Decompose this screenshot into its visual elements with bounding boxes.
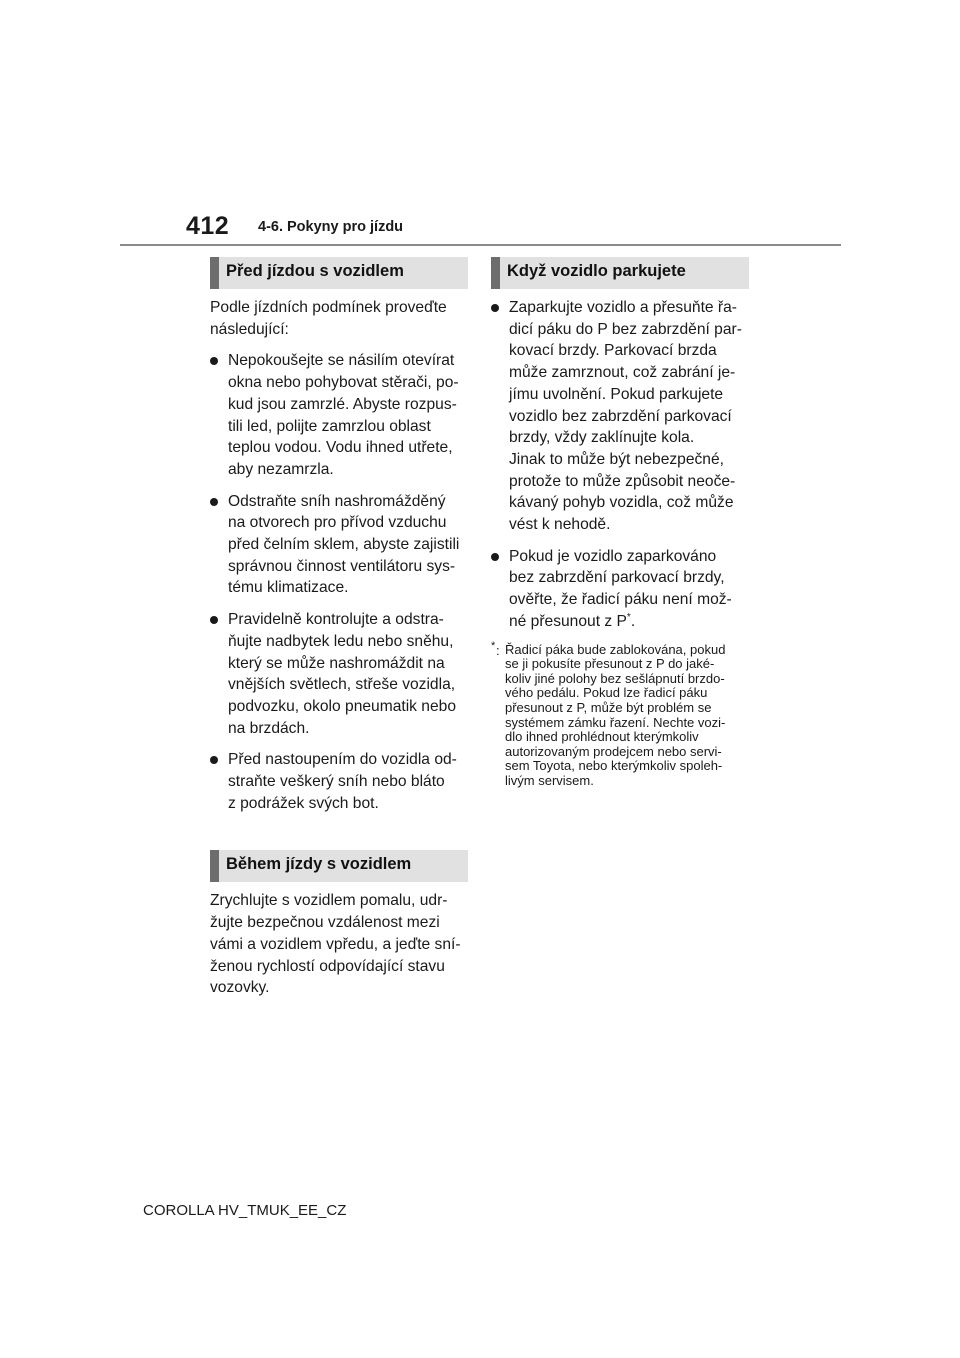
section-header-while-driving: Během jízdy s vozidlem	[210, 850, 468, 882]
bullet-text: Pravidelně kontrolujte a odstra- ňujte nadbytek ledu nebo sněhu, který se může nashromáždit na vnějších světlech, střeše vozidla, podvozku, okolo pneumatik nebo na brzdách.	[228, 611, 456, 737]
footnote-text: Řadicí páka bude zablokována, pokud se ji pokusíte přesunout z P do jaké- koliv jiné polohy bez sešlápnutí brzdo- vého pedálu. Pokud lze řadicí páku přesunout z P, může být problém se systémem zámku řazení. Nechte vozi- dlo ihned prohlédnout kterýmkoliv autorizovaným prodejcem nebo servi- sem Toyota, nebo kterýmkoliv spoleh- livým servisem.	[505, 641, 726, 788]
bullet-text: Zaparkujte vozidlo a přesuňte řa- dicí páku do P bez zabrzdění par- kovací brzdy. Parkovací brzda může zamrznout, což zabrání je- jímu uvolnění. Pokud parkujete vozidlo bez zabrzdění parkovací brzdy, vždy zaklínujte kola. Jinak to může být nebezpečné, protože to může způsobit neoče- kávaný pohyb vozidla, což může vést k nehodě.	[509, 299, 742, 534]
left-column	[210, 257, 468, 1009]
bullet-icon	[210, 616, 218, 624]
header-divider	[120, 244, 841, 246]
bullet-text-end: .	[630, 612, 636, 630]
bullet-text	[509, 546, 749, 633]
bullet-icon	[491, 553, 499, 561]
bullet-icon	[210, 498, 218, 506]
bullet-text: Odstraňte sníh nashromážděný na otvorech pro přívod vzduchu před čelním sklem, abyste zajistili správnou činnost ventilátoru sys- tému klimatizace.	[228, 492, 460, 597]
list-item	[210, 749, 468, 814]
bullet-icon	[491, 304, 499, 312]
bullet-icon	[210, 756, 218, 764]
list-item	[491, 546, 749, 633]
bullet-text: Před nastoupením do vozidla od- straňte veškerý sníh nebo bláto z podrážek svých bot.	[228, 751, 457, 812]
list-item	[491, 297, 749, 536]
list-item	[210, 350, 468, 480]
driving-paragraph: Zrychlujte s vozidlem pomalu, udr- žujte bezpečnou vzdálenost mezi vámi a vozidlem vpředu, a jeďte sní- ženou rychlostí odpovídající stavu vozovky.	[210, 892, 461, 997]
bullet-text: Nepokoušejte se násilím otevírat okna nebo pohybovat stěrači, po- kud jsou zamrzlé. Abyste rozpus- tili led, polijte zamrzlou oblast teplou vodou. Vodu ihned utřete, aby nezamrzla.	[228, 352, 459, 478]
bullet-text-main: Pokud je vozidlo zaparkováno bez zabrzdění parkovací brzdy, ověřte, že řadicí páku není mož- né přesunout z P	[509, 547, 732, 630]
footnote-colon: :	[496, 642, 500, 658]
section-header-before-driving: Před jízdou s vozidlem	[210, 257, 468, 289]
footnote-marker: *	[491, 639, 496, 652]
footnote	[491, 639, 749, 789]
page-number: 412	[186, 212, 230, 240]
asterisk-marker: *	[626, 611, 631, 623]
section-header-parking: Když vozidlo parkujete	[491, 257, 749, 289]
list-item	[210, 491, 468, 600]
list-item	[210, 609, 468, 739]
section-reference: 4-6. Pokyny pro jízdu	[258, 219, 404, 235]
footer-model-code: COROLLA HV_TMUK_EE_CZ	[143, 1202, 347, 1219]
right-column	[491, 257, 749, 788]
intro-paragraph: Podle jízdních podmínek proveďte následující:	[210, 299, 447, 338]
bullet-icon	[210, 357, 218, 365]
